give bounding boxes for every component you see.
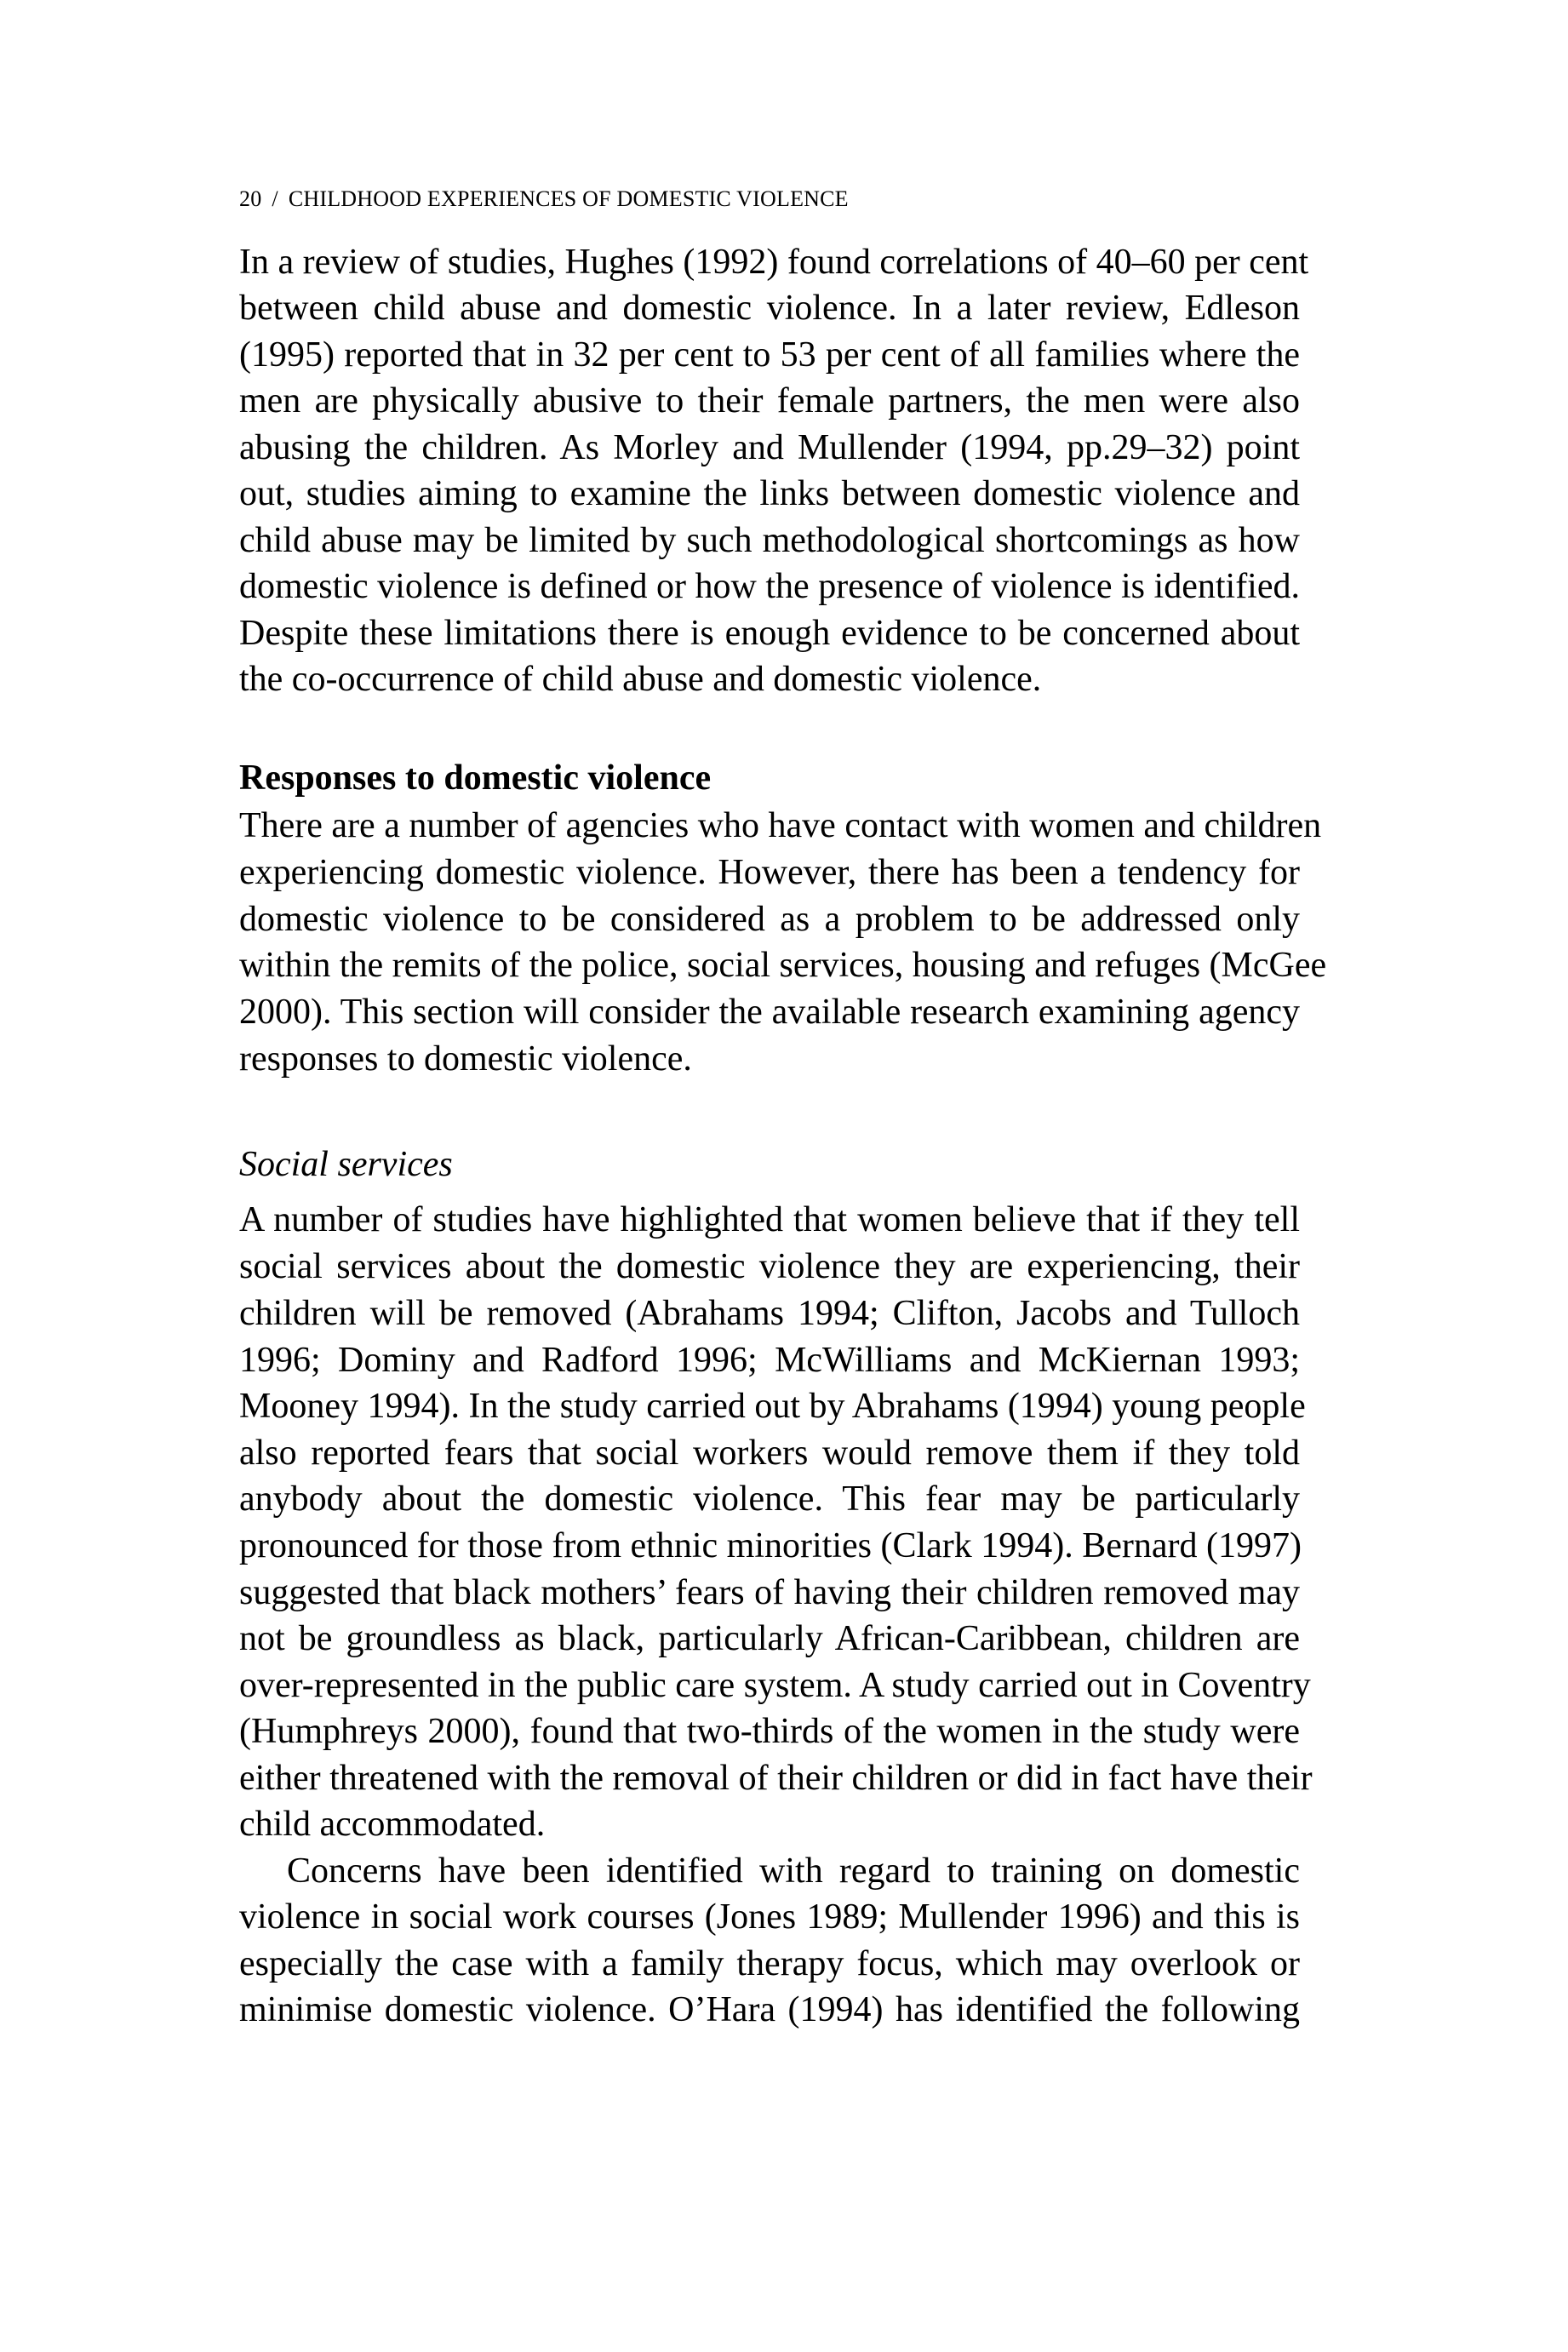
text-line: violence in social work courses (Jones 1989; Mullender 1996) and this is — [239, 1897, 1300, 1937]
text-line: Despite these limitations there is enough evidence to be concerned about — [239, 614, 1300, 653]
text-line: minimise domestic violence. O’Hara (1994) has identified the following — [239, 1990, 1300, 2029]
text-line: pronounced for those from ethnic minorities (Clark 1994). Bernard (1997) — [239, 1526, 1302, 1565]
text-line: domestic violence to be considered as a problem to be addressed only — [239, 900, 1300, 939]
text-line: child abuse may be limited by such methodological shortcomings as how — [239, 521, 1300, 560]
text-line: In a review of studies, Hughes (1992) found correlations of 40–60 per cent — [239, 243, 1309, 282]
text-line: experiencing domestic violence. However, there has been a tendency for — [239, 853, 1300, 892]
text-line: A number of studies have highlighted that women believe that if they tell — [239, 1200, 1300, 1239]
text-line: men are physically abusive to their female partners, the men were also — [239, 381, 1300, 421]
text-line: not be groundless as black, particularly African-Caribbean, children are — [239, 1619, 1300, 1658]
text-line: suggested that black mothers’ fears of having their children removed may — [239, 1573, 1300, 1612]
text-line: especially the case with a family therapy focus, which may overlook or — [239, 1944, 1300, 1983]
text-line: anybody about the domestic violence. This fear may be particularly — [239, 1479, 1300, 1519]
text-line: out, studies aiming to examine the links between domestic violence and — [239, 474, 1300, 513]
text-line: abusing the children. As Morley and Mullender (1994, pp.29–32) point — [239, 428, 1300, 467]
section-heading: Responses to domestic violence — [239, 758, 712, 798]
text-line: Concerns have been identified with regard to training on domestic — [287, 1851, 1300, 1891]
subsection-heading: Social services — [239, 1145, 453, 1184]
running-head — [239, 186, 849, 212]
text-line: within the remits of the police, social services, housing and refuges (McGee — [239, 946, 1327, 985]
text-line: domestic violence is defined or how the presence of violence is identified. — [239, 567, 1300, 606]
text-line: 2000). This section will consider the available research examining agency — [239, 993, 1300, 1032]
text-line: over-represented in the public care system. A study carried out in Coventry — [239, 1666, 1311, 1705]
text-line: There are a number of agencies who have contact with women and children — [239, 806, 1322, 845]
running-head-title: CHILDHOOD EXPERIENCES OF DOMESTIC VIOLENCE — [288, 186, 849, 211]
text-line: also reported fears that social workers would remove them if they told — [239, 1434, 1300, 1473]
text-line: between child abuse and domestic violence. In a later review, Edleson — [239, 289, 1300, 328]
text-line: responses to domestic violence. — [239, 1039, 692, 1079]
text-line: (1995) reported that in 32 per cent to 53 per cent of all families where the — [239, 335, 1300, 375]
text-line: social services about the domestic violence they are experiencing, their — [239, 1247, 1300, 1286]
text-line: child accommodated. — [239, 1805, 546, 1844]
text-line: (Humphreys 2000), found that two-thirds of the women in the study were — [239, 1712, 1300, 1751]
page-number: 20 — [239, 186, 262, 211]
text-line: children will be removed (Abrahams 1994; Clifton, Jacobs and Tulloch — [239, 1294, 1300, 1333]
text-line: Mooney 1994). In the study carried out by Abrahams (1994) young people — [239, 1387, 1306, 1426]
text-line: either threatened with the removal of their children or did in fact have their — [239, 1759, 1313, 1798]
text-line: 1996; Dominy and Radford 1996; McWilliams and McKiernan 1993; — [239, 1341, 1300, 1380]
running-head-separator: / — [272, 186, 278, 211]
text-line: the co-occurrence of child abuse and domestic violence. — [239, 660, 1042, 699]
